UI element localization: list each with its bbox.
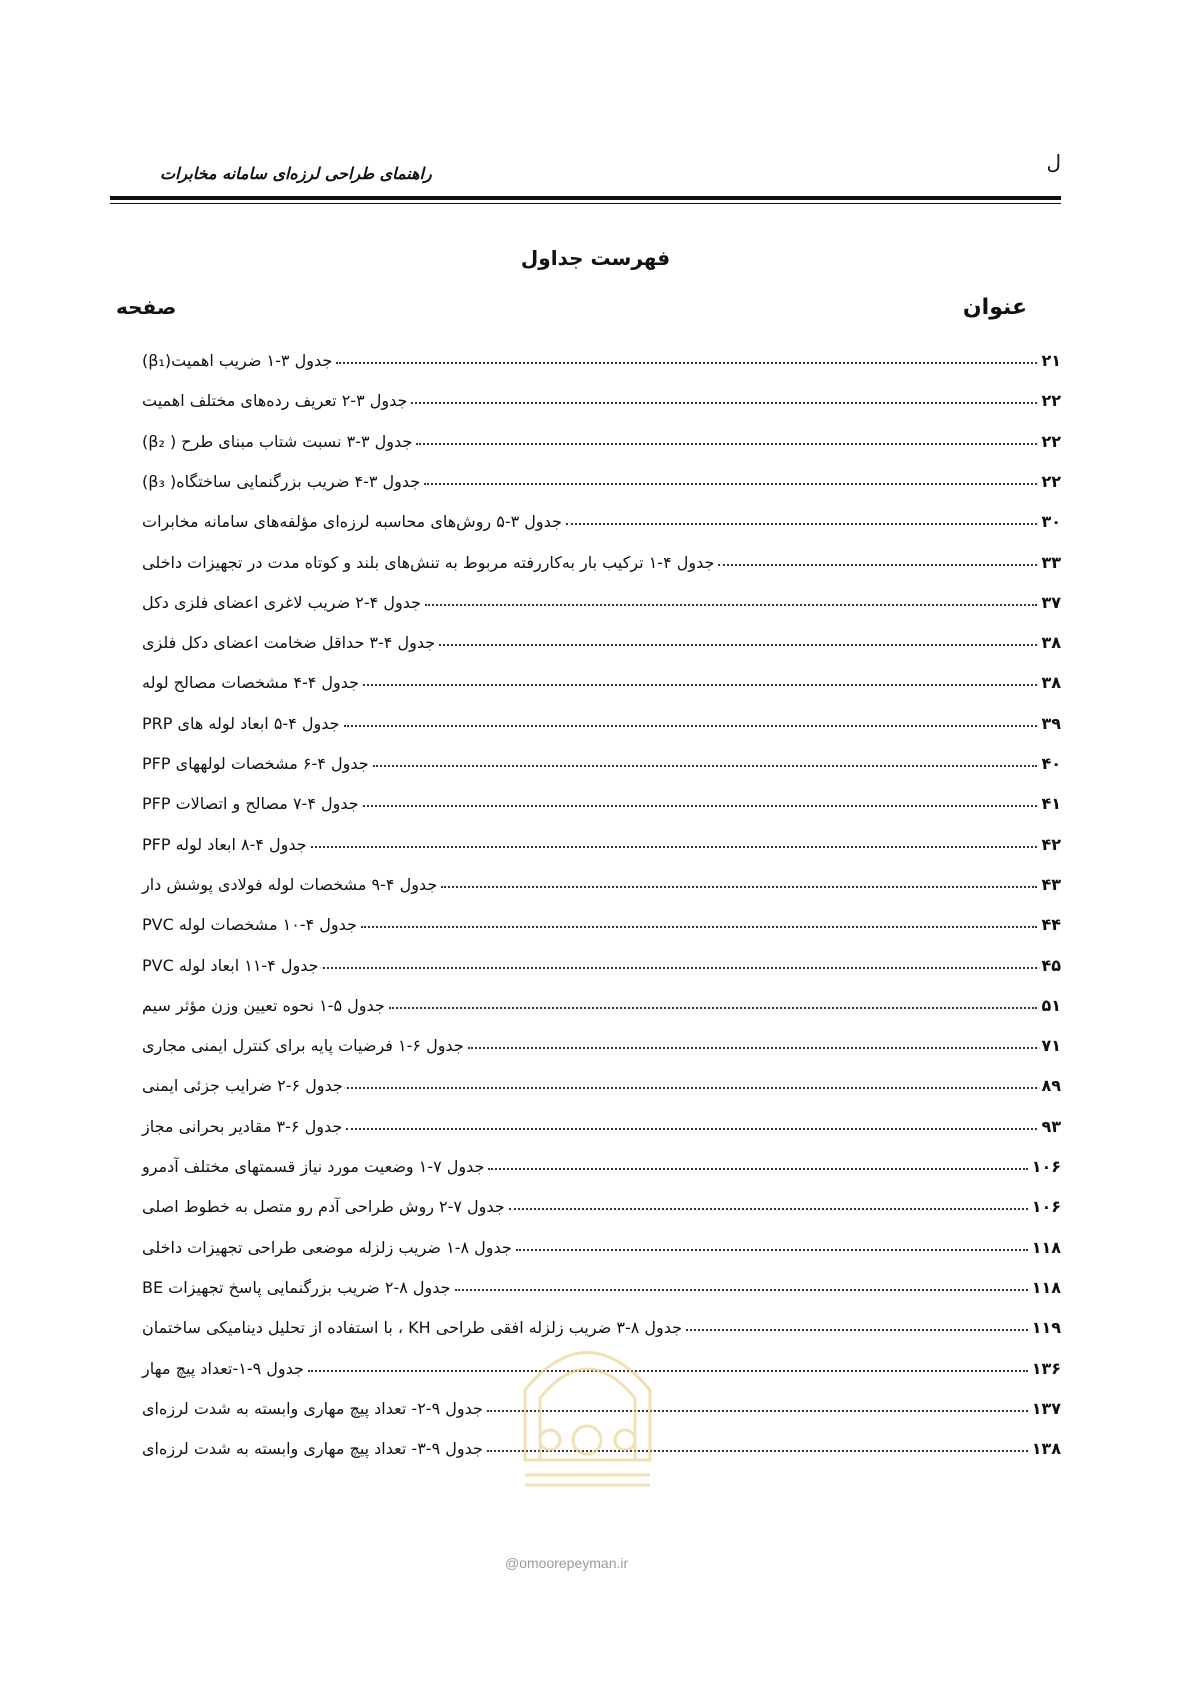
toc-entry-label: جدول ۴-۳ حداقل ضخامت اعضای دکل فلزی xyxy=(142,633,436,653)
toc-entry[interactable] xyxy=(142,824,1061,854)
toc-entry-label: جدول ۳-۳ نسبت شتاب مبنای طرح ( β₂) xyxy=(142,431,413,451)
toc-entry-label: جدول ۶-۳ مقادیر بحرانی مجاز xyxy=(142,1116,343,1136)
toc-entry-page: ۸۹ xyxy=(1041,1076,1061,1096)
toc-entry[interactable] xyxy=(142,501,1061,531)
toc-entry-leader xyxy=(566,523,1038,525)
toc-entry-label: جدول ۳-۲ تعریف رده‌های مختلف اهمیت xyxy=(142,391,408,411)
toc-entry[interactable] xyxy=(142,1146,1061,1176)
toc-entry-page: ۲۲ xyxy=(1041,471,1061,491)
toc-entry[interactable] xyxy=(142,1227,1061,1257)
toc-entry-page: ۷۱ xyxy=(1041,1036,1061,1056)
toc-entry-page: ۳۸ xyxy=(1041,633,1061,653)
toc-entry-page: ۱۱۸ xyxy=(1031,1277,1061,1297)
toc-entry-leader xyxy=(718,564,1037,566)
toc-entry-leader xyxy=(373,765,1038,767)
toc-entry-label: جدول ۴-۴ مشخصات مصالح لوله xyxy=(142,673,360,693)
toc-entry-leader xyxy=(363,805,1038,807)
toc-entry-leader xyxy=(361,926,1038,928)
toc-entry-leader xyxy=(347,1087,1038,1089)
toc-entry-label: جدول ۷-۱ وضعیت مورد نیاز قسمتهای مختلف آدمرو xyxy=(142,1157,485,1176)
toc-entry-page: ۳۹ xyxy=(1041,713,1061,733)
toc-entry[interactable] xyxy=(142,662,1061,692)
toc-entry-leader xyxy=(441,886,1037,888)
toc-entry-page: ۲۲ xyxy=(1041,391,1061,411)
toc-heading: فهرست جداول xyxy=(520,246,671,270)
toc-entry-label: جدول ۴-۱۱ ابعاد لوله PVC xyxy=(142,955,319,975)
toc-entry[interactable] xyxy=(142,985,1061,1015)
toc-column-title: عنوان xyxy=(962,295,1027,320)
toc-entry[interactable] xyxy=(142,542,1061,572)
toc-entry-page: ۹۳ xyxy=(1041,1116,1061,1136)
toc-entry[interactable] xyxy=(142,743,1061,773)
toc-entry-leader xyxy=(311,846,1038,848)
toc-entry[interactable] xyxy=(142,1267,1061,1297)
toc-entry-page: ۱۳۷ xyxy=(1031,1398,1061,1418)
toc-entry-leader xyxy=(424,483,1037,485)
toc-entry-page: ۱۰۶ xyxy=(1031,1157,1061,1176)
toc-entry[interactable] xyxy=(142,864,1061,894)
toc-entry[interactable] xyxy=(142,1025,1061,1055)
toc-entry-page: ۴۳ xyxy=(1041,874,1061,894)
toc-entry-label: جدول ۴-۲ ضریب لاغری اعضای فلزی دکل xyxy=(142,592,421,612)
toc-entry-label: جدول ۴-۹ مشخصات لوله فولادی پوشش دار xyxy=(142,874,438,894)
toc-entry-page: ۴۴ xyxy=(1041,915,1061,935)
toc-entry[interactable] xyxy=(142,904,1061,934)
page-number: ل xyxy=(1046,150,1061,174)
toc-entry-leader xyxy=(455,1289,1028,1291)
toc-entry-label: جدول ۹-۲- تعداد پیچ مهاری وابسته به شدت لرزه‌ای xyxy=(142,1398,483,1418)
toc-entry-page: ۳۷ xyxy=(1041,592,1061,612)
toc-entry-page: ۳۸ xyxy=(1041,673,1061,693)
toc-entry-leader xyxy=(389,1007,1038,1009)
toc-entry-page: ۱۳۶ xyxy=(1031,1358,1061,1378)
toc-entry-leader xyxy=(323,967,1038,969)
toc-entry-leader xyxy=(363,684,1037,686)
toc-entry-label: جدول ۴-۷ مصالح و اتصالات PFP xyxy=(142,794,359,814)
header-rule-thin xyxy=(110,203,1061,204)
header-rule-thick xyxy=(110,196,1061,200)
toc-entry-page: ۴۰ xyxy=(1041,754,1061,773)
toc-entry-leader xyxy=(516,1249,1028,1251)
running-header-title: راهنمای طراحی لرزه‌ای سامانه مخابرات xyxy=(160,164,432,183)
toc-entry-label: جدول ۶-۱ فرضیات پایه برای کنترل ایمنی مجاری xyxy=(142,1036,464,1056)
toc-column-page: صفحه xyxy=(116,295,177,319)
toc-entry-label: جدول ۳-۴ ضریب بزرگنمایی ساختگاه( β₃) xyxy=(142,471,421,491)
toc-entry-leader xyxy=(686,1329,1028,1331)
toc-entry[interactable] xyxy=(142,1106,1061,1136)
toc-entry[interactable] xyxy=(142,703,1061,733)
toc-entry-leader xyxy=(336,362,1037,364)
toc-entry-page: ۱۳۸ xyxy=(1031,1439,1061,1459)
toc-entry-leader xyxy=(439,644,1037,646)
page-header xyxy=(110,150,1061,190)
toc-entry-label: جدول ۴-۶ مشخصات لولههای PFP xyxy=(142,754,369,773)
watermark-site: @omoorepeyman.ir xyxy=(505,1555,629,1571)
toc-entry-label: جدول ۳-۵ روش‌های محاسبه لرزه‌ای مؤلفه‌های سامانه مخابرات xyxy=(142,512,562,532)
toc-entry-leader xyxy=(344,725,1038,727)
toc-entry-leader xyxy=(346,1128,1037,1130)
toc-entry-label: جدول ۴-۱ ترکیب بار به‌کاررفته مربوط به تنش‌های بلند و کوتاه مدت در تجهیزات داخلی xyxy=(142,552,715,572)
toc-entry-label: جدول ۹-۳- تعداد پیچ مهاری وابسته به شدت لرزه‌ای xyxy=(142,1439,483,1459)
watermark-seal-icon xyxy=(505,1320,670,1500)
toc-entry[interactable] xyxy=(142,622,1061,652)
toc-entry-label: جدول ۸-۳ ضریب زلزله افقی طراحی KH ، با استفاده از تحلیل دینامیکی ساختمان xyxy=(142,1318,683,1338)
toc-entry-leader xyxy=(411,402,1037,404)
toc-entry[interactable] xyxy=(142,380,1061,410)
toc-entry-page: ۲۲ xyxy=(1041,431,1061,451)
toc-entry-label: جدول ۴-۵ ابعاد لوله های PRP xyxy=(142,713,340,733)
toc-entry-label: جدول ۶-۲ ضرایب جزئی ایمنی xyxy=(142,1076,343,1096)
toc-entry-label: جدول ۸-۲ ضریب بزرگنمایی پاسخ تجهیزات BE xyxy=(142,1277,451,1297)
toc-entry-page: ۱۱۸ xyxy=(1031,1237,1061,1257)
toc-entry-label: جدول ۷-۲ روش طراحی آدم رو متصل به خطوط اصلی xyxy=(142,1197,505,1217)
toc-entry-page: ۳۰ xyxy=(1041,512,1061,532)
toc-entry-label: جدول ۴-۸ ابعاد لوله PFP xyxy=(142,834,307,854)
toc-entry[interactable] xyxy=(142,783,1061,813)
toc-entry-page: ۵۱ xyxy=(1041,995,1061,1015)
toc-entry-leader xyxy=(488,1168,1027,1170)
toc-entry-page: ۲۱ xyxy=(1041,351,1061,370)
toc-entry[interactable] xyxy=(142,1186,1061,1216)
toc-entry-page: ۴۲ xyxy=(1041,834,1061,854)
toc-entry[interactable] xyxy=(142,461,1061,491)
toc-entry-label: جدول ۸-۱ ضریب زلزله موضعی طراحی تجهیزات داخلی xyxy=(142,1237,512,1257)
toc-entry-label: جدول ۹-۱-تعداد پیچ مهار xyxy=(142,1358,304,1378)
toc-entry-label: جدول ۳-۱ ضریب اهمیت(β₁) xyxy=(142,351,333,370)
toc-entry[interactable] xyxy=(142,582,1061,612)
toc-entry[interactable] xyxy=(142,1065,1061,1095)
toc-entry[interactable] xyxy=(142,340,1061,370)
toc-entry-page: ۱۰۶ xyxy=(1031,1197,1061,1217)
toc-entry-page: ۱۱۹ xyxy=(1031,1318,1061,1338)
toc-entry-page: ۳۳ xyxy=(1041,552,1061,572)
toc-entry-page: ۴۵ xyxy=(1041,955,1061,975)
toc-entry-leader xyxy=(425,604,1037,606)
toc-entry[interactable] xyxy=(142,945,1061,975)
toc-entry-leader xyxy=(509,1208,1028,1210)
toc-entry-leader xyxy=(416,443,1037,445)
toc-entry-label: جدول ۵-۱ نحوه تعیین وزن مؤثر سیم xyxy=(142,995,385,1015)
toc-entry-page: ۴۱ xyxy=(1041,794,1061,814)
toc-entry-leader xyxy=(468,1047,1038,1049)
toc-entry-label: جدول ۴-۱۰ مشخصات لوله PVC xyxy=(142,915,357,935)
toc-entry[interactable] xyxy=(142,421,1061,451)
